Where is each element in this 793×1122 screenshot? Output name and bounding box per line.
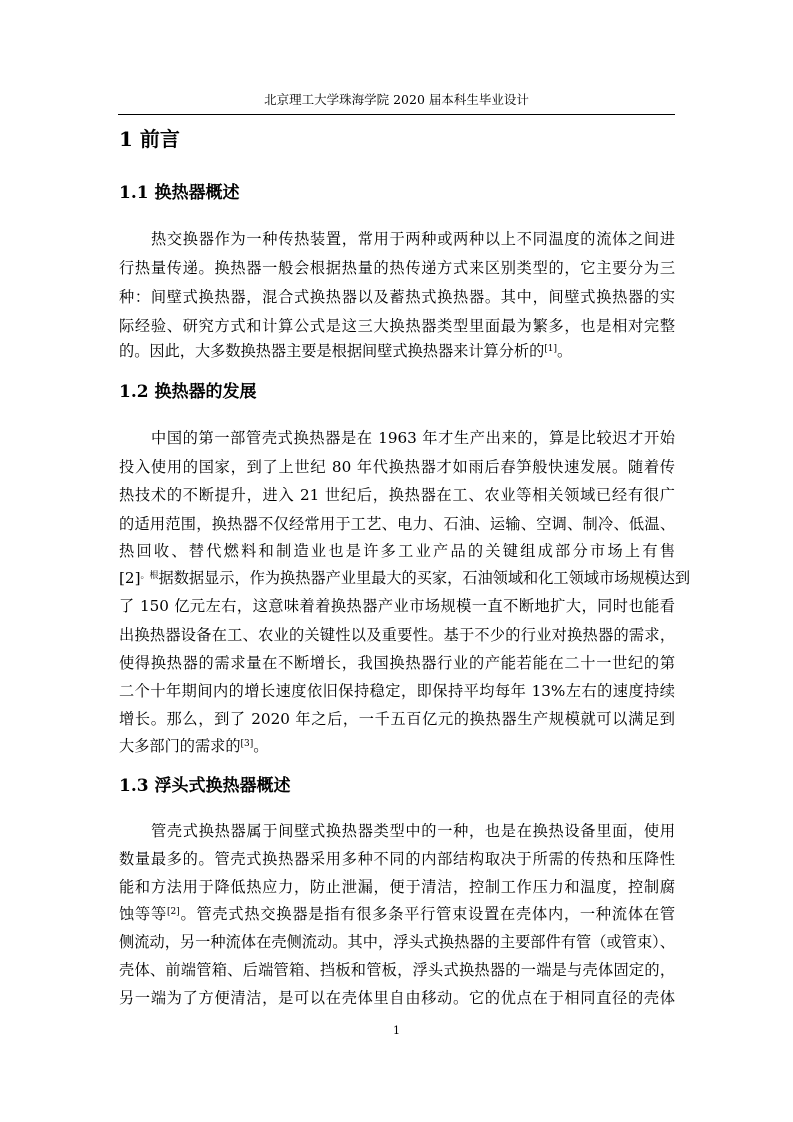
paragraph-line: 行热量传递。换热器一般会根据热量的热传递方式来区别类型的，它主要分为三	[119, 259, 675, 277]
paragraph-line	[119, 904, 675, 924]
paragraph-line: 了 150 亿元左右，这意味着着换热器产业市场规模一直不断地扩大，同时也能看	[119, 597, 675, 615]
paragraph-line: 际经验、研究方式和计算公式是这三大换热器类型里面最为繁多，也是相对完整	[119, 317, 675, 335]
page-header: 北京理工大学珠海学院 2020 届本科生毕业设计	[264, 92, 529, 107]
line-text: 蚀等等	[119, 905, 167, 923]
paragraph-line: 另一端为了方便清洁，是可以在壳体里自由移动。它的优点在于相同直径的壳体	[119, 989, 675, 1007]
paragraph-line: 管壳式换热器属于间壁式换热器类型中的一种，也是在换热设备里面，使用	[151, 822, 675, 840]
line-text: 的。因此，大多数换热器主要是根据间壁式换热器来计算分析的	[119, 342, 545, 360]
paragraph-line: 热技术的不断提升，进入 21 世纪后，换热器在工、农业等相关领域已经有很广	[119, 486, 675, 504]
chapter-title: 1 前言	[119, 127, 180, 151]
line-text: 。	[253, 737, 269, 755]
section-title-1-2: 1.2 换热器的发展	[119, 382, 257, 402]
header-rule	[118, 114, 675, 115]
citation: [3]	[240, 739, 254, 749]
paragraph-line	[119, 568, 691, 588]
citation: [1]	[544, 344, 557, 354]
line-text: 。管壳式热交换器是指有很多条平行管束设置在壳体内，一种流体在管	[179, 905, 676, 923]
section-title-1-1: 1.1 换热器概述	[119, 183, 240, 203]
section-title-1-3: 1.3 浮头式换热器概述	[119, 776, 291, 796]
citation: [2]	[166, 907, 180, 917]
line-text: 。	[557, 342, 573, 360]
line-text: 据数据显示，作为换热器产业里最大的买家，石油领域和化工领域市场规模达到	[158, 569, 691, 587]
paragraph-line	[119, 341, 675, 361]
paragraph-line: 投入使用的国家，到了上世纪 80 年代换热器才如雨后春笋般快速发展。随着传	[119, 458, 675, 476]
paragraph-line: 出换热器设备在工、农业的关键性以及重要性。基于不少的行业对换热器的需求，	[119, 626, 675, 644]
paragraph-line	[119, 736, 675, 756]
paragraph-line: 能和方法用于降低热应力，防止泄漏，便于清洁，控制工作压力和温度，控制腐	[119, 878, 675, 896]
paragraph-line: 增长。那么，到了 2020 年之后，一千五百亿元的换热器生产规模就可以满足到	[119, 710, 675, 728]
paragraph-line: 侧流动，另一种流体在壳侧流动。其中，浮头式换热器的主要部件有管（或管束）、	[119, 933, 675, 951]
paragraph-line: 种：间壁式换热器，混合式换热器以及蓄热式换热器。其中，间壁式换热器的实	[119, 288, 675, 306]
paragraph-line: 热回收、替代燃料和制造业也是许多工业产品的关键组成部分市场上有售	[119, 542, 675, 560]
paragraph-line: 数量最多的。管壳式换热器采用多种不同的内部结构取决于所需的传热和压降性	[119, 850, 675, 868]
paragraph-line: 的适用范围，换热器不仅经常用于工艺、电力、石油、运输、空调、制冷、低温、	[119, 515, 675, 533]
line-text: [2]	[119, 569, 141, 587]
line-text: 大多部门的需求的	[119, 737, 241, 755]
paragraph-line: 壳体、前端管箱、后端管箱、挡板和管板，浮头式换热器的一端是与壳体固定的，	[119, 961, 675, 979]
paragraph-line: 使得换热器的需求量在不断增长，我国换热器行业的产能若能在二十一世纪的第	[119, 654, 675, 672]
paragraph-line: 二个十年期间内的增长速度依旧保持稳定，即保持平均每年 13%左右的速度持续	[119, 682, 675, 700]
citation: 。根	[140, 571, 159, 581]
paragraph-line: 热交换器作为一种传热装置，常用于两种或两种以上不同温度的流体之间进	[151, 230, 675, 248]
page-number: 1	[393, 1024, 400, 1037]
paragraph-line: 中国的第一部管壳式换热器是在 1963 年才生产出来的，算是比较迟才开始	[151, 429, 675, 447]
